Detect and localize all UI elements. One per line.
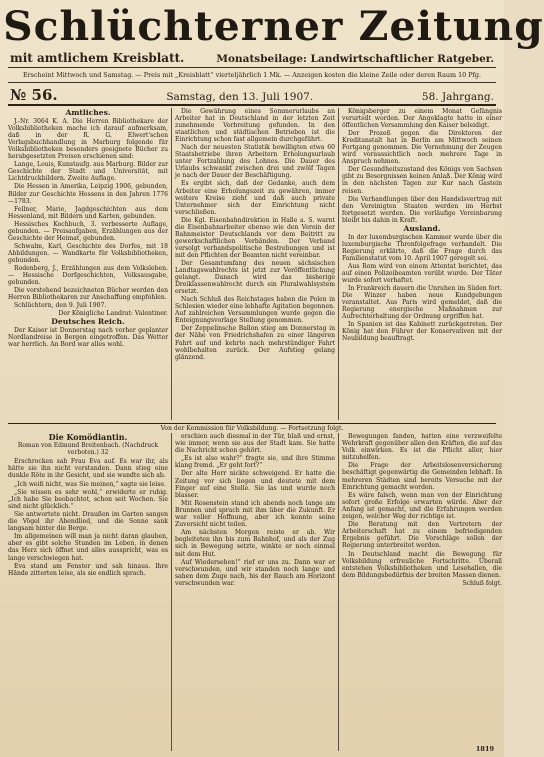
lower1-paragraph: „Sie wissen es sehr wohl,“ erwiderte er ruhig. „Ich habe Sie beobachtet, schon seit Wochen. Sie sind nicht glücklich.“ [8,488,168,510]
subscription-notice: Erscheint Mittwoch und Samstag. — Preis mit „Kreisblatt“ vierteljährlich 1 Mk. — Anzeigen kosten die kleine Zeile oder deren Raum 10 Pfg. [22,71,482,79]
col3-paragraph: Königsberger zu einem Monat Gefängnis verurteilt worden. Der Angeklagte hatte in einer öffentlichen Versammlung den Kaiser beleidigt. [342,108,502,130]
lower1-paragraph: Erschrocken sah Frau Eva auf. Es war ihr, als hätte sie ihn nicht verstanden. Dann stieg eine dunkle Röte in ihr Gesicht, und sie wandte sich ab. [8,458,168,480]
col3-paragraph: In Frankreich dauern die Unruhen im Süden fort. Die Winzer haben neue Kundgebungen veranstaltet. Aus Paris wird gemeldet, daß die Regierung energische Maßnahmen zur Aufrechterhaltung der Ordnung ergriffen hat. [342,285,502,321]
lower2-paragraph: Auf Wiedersehen!“ rief er uns zu. Dann war er verschwunden, und wir standen noch lange und sahen dem Zuge nach, bis der Rauch am Horizont verschwunden war. [175,558,335,587]
lower1-paragraph: Sie antwortete nicht. Draußen im Garten sangen die Vögel ihr Abendlied, und die Sonne sank langsam hinter die Berge. [8,510,168,533]
col1-paragraph: Schwalm, Karl, Geschichte des Dorfes, mit 18 Abbildungen. — Wandkarte für Volksbibliotheken, gebunden. [8,242,168,264]
column-divider [171,433,172,751]
col1-paragraph: Die Hessen in Amerika, Leipzig 1906, gebunden, Bilder zur Geschichte Hessens in den Jahren 1776—1783. [8,183,168,205]
lower1-paragraph: „Ich weiß nicht, was Sie meinen,“ sagte sie leise. [14,480,166,488]
column-3 [342,108,502,420]
masthead-left: mit amtlichem Kreisblatt. [10,51,185,65]
lower-columns [8,432,502,751]
col2-paragraph: Nach der neuesten Statistik bewilligten etwa 60 Staatsbetriebe ihren Arbeitern Erholungsurlaub unter Fortzahlung des Lohnes. Die Dauer des Urlaubs schwankt zwischen drei und zwölf Tagen je nach der Dauer der Beschäftigung. [175,144,335,180]
rule-mid [8,82,496,83]
lower1-paragraph: Im allgemeinen will man ja nicht daran glauben, aber es gibt solche Stunden im Leben, in denen das Herz sich öffnet und alles ausspricht, was es lange verschwiegen hat. [8,533,168,562]
rule-top [8,67,496,68]
col3-paragraph: In der luxemburgischen Kammer wurde über die luxemburgische Thronfolgefrage verhandelt. Die Regierung erklärte, daß die Frage durch das Familienstatut vom 10. April 1907 geregelt sei. [342,233,502,262]
masthead-right: Monatsbeilage: Landwirtschaftlicher Ratgeber. [216,53,494,65]
feuilleton-byline: Roman von Edmund Breitenbach. (Nachdruck verboten.) 32 [17,442,159,457]
col1-paragraph: Schlüchtern, den 9. Juli 1907. [14,302,107,310]
lower3-paragraph: Es wäre falsch, wenn man von der Einrichtung sofort große Erfolge erwarten würde. Aber der Anfang ist gemacht, und die Erfahrungen werden zeigen, welcher Weg der richtige ist. [342,491,502,521]
section-rule [8,423,496,424]
masthead-title: Schlüchterner Zeitung [3,3,544,50]
lower3-paragraph: In Deutschland macht die Bewegung für Volksbildung erfreuliche Fortschritte. Überall entstehen Volksbibliotheken und Lesehallen, die dem Bildungsbedürfnis der breiten Massen dienen. [342,550,502,579]
masthead-subtitles [8,51,496,65]
col1-paragraph: J.-Nr. 3064 K. A. Die Herren Bibliothekare der Volksbibliotheken mache ich darauf aufmerksam, daß in der R. G. Elwert'schen Verlagsbuchhandlung in Marburg folgende für Volksbibliotheken besonders geeignete Bücher zu herabgesetzten Preisen erschienen sind: [8,118,168,161]
lower-column-1 [8,433,168,751]
column-2 [175,108,335,420]
lower2-paragraph: „Es ist also wahr?“ fragte sie, und ihre Stimme klang fremd. „Er geht fort?“ [175,455,335,470]
section-heading-amtliches: Amtliches. [65,108,111,117]
section-heading-ausland: Ausland. [403,223,441,233]
column-divider [338,433,339,751]
col3-paragraph: Aus Rom wird von einem Attentat berichtet, das auf einen Polizeibeamten verübt wurde. Der Täter wurde sofort verhaftet. [342,262,502,285]
lower3-end: Schluß folgt. [462,579,502,587]
lower2-paragraph: erschien auch diesmal in der Tür, blaß und ernst, wie immer, wenn sie aus der Stadt kam. Sie hatte die Nachricht schon gehört. [175,433,335,455]
lower3-paragraph: Die Frage der Arbeitslosenversicherung beschäftigt gegenwärtig die Gemeinden lebhaft. In mehreren Städten sind bereits Versuche mit der Einrichtung gemacht worden. [342,462,502,491]
col2-paragraph: Der Gesamtumfang des neuen sächsischen Landtagswahlrechts ist jetzt zur Veröffentlichung gelangt. Danach wird das bisherige Dreiklassenwahlrecht durch ein Pluralwahlsystem ersetzt. [175,259,335,296]
col2-paragraph: Der Zeppelinsche Ballon stieg am Donnerstag in der Nähe von Friedrichshafen zu einer längeren Fahrt auf und kehrte nach mehrstündiger Fahrt wohlbehalten zurück. Der Aufstieg gelang glänzend. [175,325,335,361]
lower3-paragraph: Bewegungen fanden, hatten eine verzweifelte Wehrkraft gegenüber allen den Kräften, die auf das Volk einwirken. Es ist die Pflicht aller, hier mitzuhelfen. [342,433,502,462]
column-1 [8,108,168,420]
rule-bottom [8,104,496,106]
issue-date: Samstag, den 13. Juli 1907. [166,91,314,103]
feuilleton-title: Die Komödiantin. [48,432,128,442]
col1-paragraph: Lange, Louis, Kunstaufg. aus Marburg. Bilder zur Geschichte der Stadt und Universität, mit Lichtdruckbildern. Zweite Auflage. [8,161,168,183]
col2-paragraph: Nach Schluß des Reichstages haben die Polen in Schlesien wieder eine lebhafte Agitation begonnen. Auf zahlreichen Versammlungen wurde gegen die Enteignungsvorlage Stellung genommen. [175,296,335,325]
col1-paragraph: Rodenberg, J., Erzählungen aus dem Volksleben. — Hessische Dorfgeschichten, Volksausgabe, gebunden. [8,264,168,287]
lower-column-2 [175,433,335,751]
col3-paragraph: Der Prozeß gegen die Direktoren der Kreditanstalt hat in Berlin am Mittwoch seinen Fortgang genommen. Die Vernehmung der Zeugen wird voraussichtlich noch mehrere Tage in Anspruch nehmen. [342,130,502,166]
lower-column-3 [342,433,502,751]
lower1-paragraph: Eva stand am Fenster und sah hinaus. Ihre Hände zitterten leise, als sie endlich sprach. [8,562,168,577]
column-divider [338,108,339,420]
col3-paragraph: In Spanien ist das Kabinett zurückgetreten. Der König hat den Führer der Konservativen mit der Neubildung beauftragt. [342,321,502,343]
col3-paragraph: Der Gesundheitszustand des Königs von Sachsen gibt zu Besorgnissen keinen Anlaß. Der König wird in den nächsten Tagen zur Kur nach Gastein reisen. [342,166,502,195]
issue-bar [8,85,496,103]
col1-signature: Der Königliche Landrat: Valentiner. [58,310,168,318]
col2-paragraph: Es ergibt sich, daß der Gedanke, auch dem Arbeiter eine Erholungszeit zu gewähren, immer weitere Kreise zieht und daß auch private Unternehmer sich der Einrichtung nicht verschließen. [175,180,335,216]
col2-paragraph: Die Kgl. Eisenbahndirektion in Halle a. S. warnt die Eisenbahnarbeiter ebenso wie den Verein der Bahnmeister Deutschlands vor dem Beitritt zu gewerkschaftlichen Verbänden. Der Verband versolgt verbandspolitische Bestrebungen und ist mit den Pflichten der Beamten nicht vereinbar. [175,216,335,259]
col1-paragraph: Fellner, Marie, Jagdgeschichten aus dem Hessenland, mit Bildern und Karten, gebunden. [8,205,168,220]
col2-paragraph: Die Gewährung eines Sommerurlaubs an Arbeiter hat in Deutschland in der letzten Zeit zunehmende Verbreitung gefunden. In den staatlichen und städtischen Betrieben ist die Einrichtung schon fast allgemein durchgeführt. [175,108,335,144]
divider-note: Von der Kommission für Volksbildung. — Fortsetzung folgt. [160,425,344,432]
col1-news: Der Kaiser ist Donnerstag nach vorher geplanter Nordlandreise in Bergen eingetroffen. Das Wetter war herrlich. An Bord war alles wohl. [8,327,168,349]
page-footer-mark: 1819 [475,745,494,753]
lower2-paragraph: Am nächsten Morgen reiste er ab. Wir begleiteten ihn bis zum Bahnhof, und als der Zug sich in Bewegung setzte, winkte er noch einmal mit dem Hut. [175,529,335,558]
lower3-paragraph: Die Beratung mit den Vertretern der Arbeiterschaft hat zu einem befriedigenden Ergebnis geführt. Die Vorschläge sollen der Regierung unterbreitet werden. [342,521,502,550]
issue-year: 58. Jahrgang. [421,91,494,103]
lower2-paragraph: Mit Rosenstein stand ich abends noch lange am Brunnen und sprach mit ihm über die Zukunft. Er war voller Hoffnung, aber ich konnte seine Zuversicht nicht teilen. [175,499,335,529]
upper-columns [8,108,502,420]
lower2-paragraph: Der alte Herr nickte schweigend. Er hatte die Zeitung vor sich liegen und deutete mit dem Finger auf eine Stelle. Sie las und wurde noch blasser. [175,470,335,499]
issue-number: № 56. [10,86,58,104]
column-divider [171,108,172,420]
section-heading-deutsches-reich: Deutsches Reich. [51,317,125,327]
col3-paragraph: Die Verhandlungen über den Handelsvertrag mit den Vereinigten Staaten werden im Herbst fortgesetzt werden. Die vorläufige Vereinbarung bleibt bis dahin in Kraft. [342,195,502,224]
col1-paragraph: Hessisches Kochbuch, 3. verbesserte Auflage, gebunden. — Preisaufgaben, Erzählungen aus der Geschichte der Heimat, gebunden. [8,220,168,242]
col1-paragraph: Die vorstehend bezeichneten Bücher werden den Herren Bibliothekaren zur Anschaffung empfohlen. [8,287,168,302]
